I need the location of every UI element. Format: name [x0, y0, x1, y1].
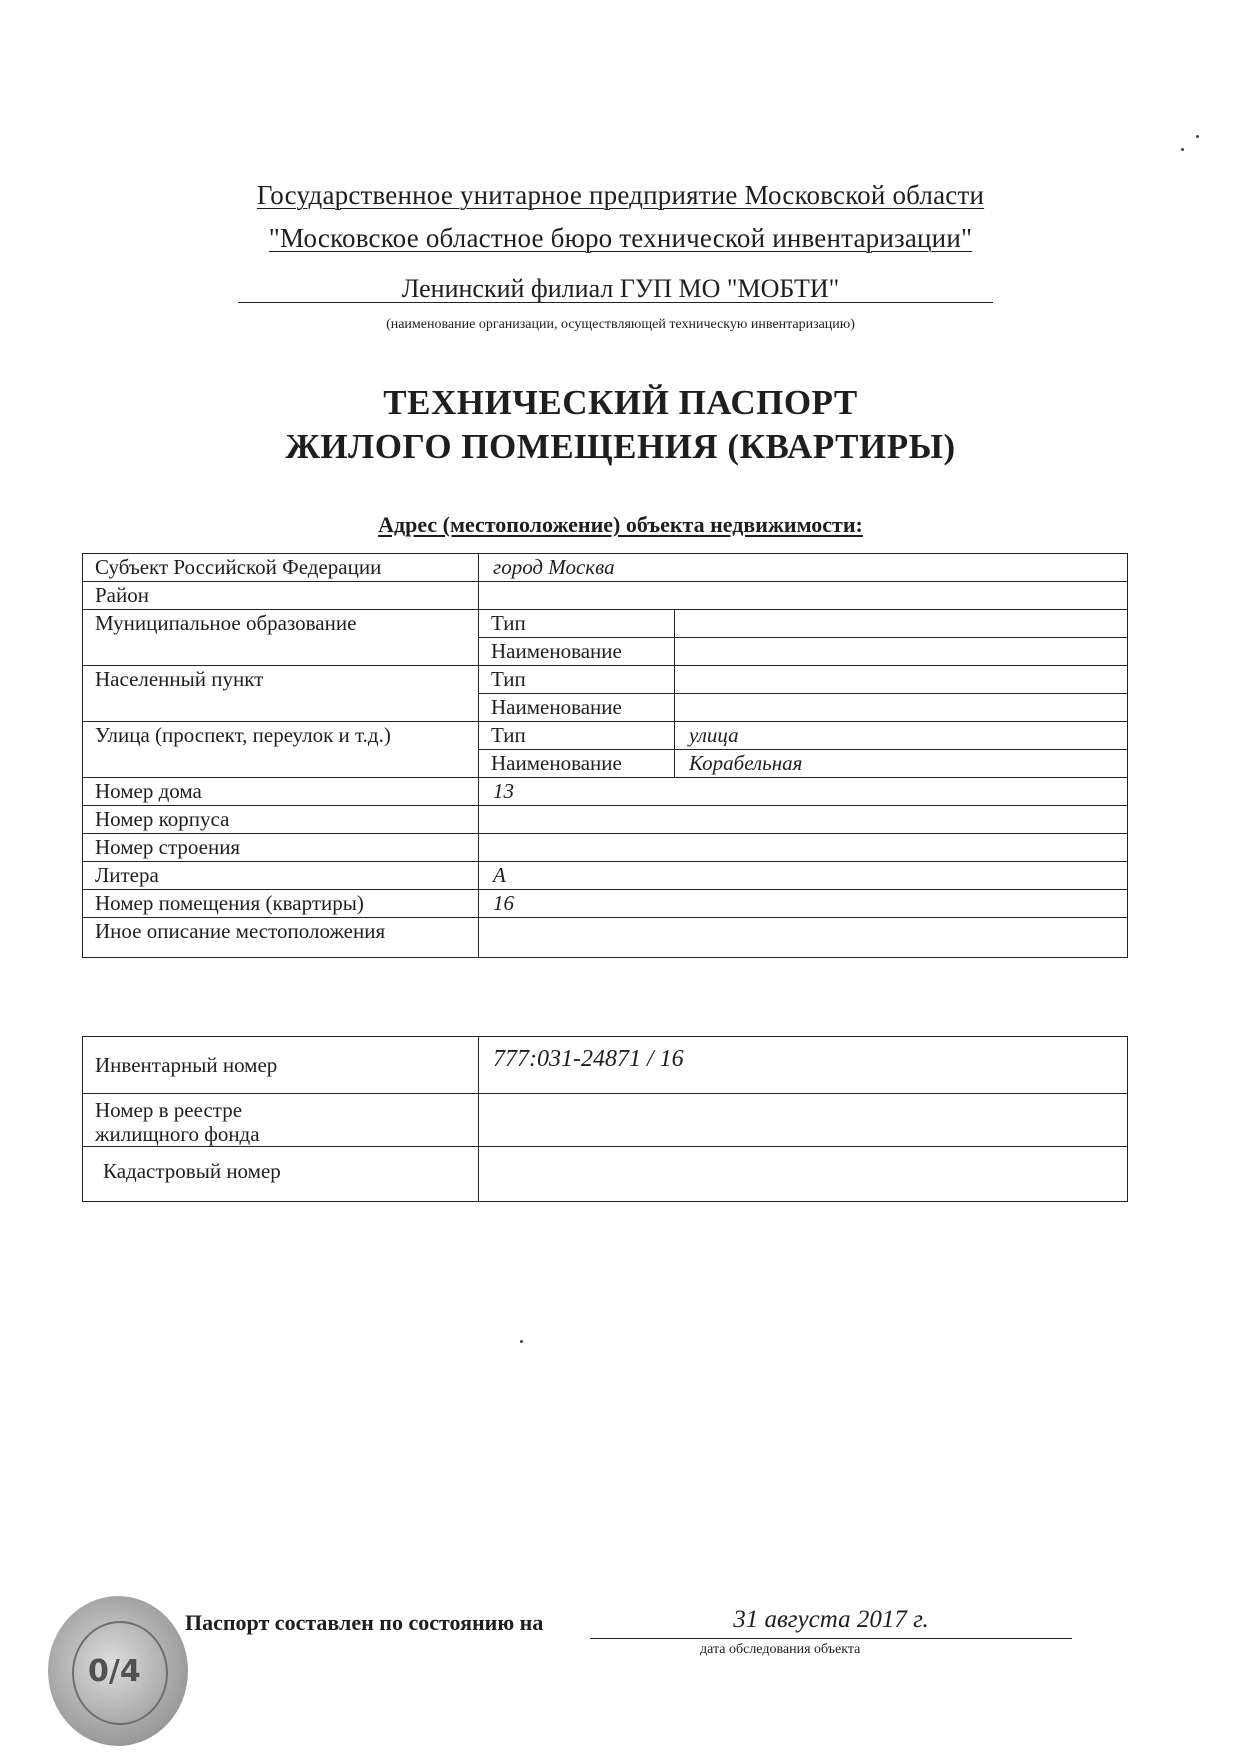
scan-speck: [520, 1340, 523, 1343]
other-location-label: Иное описание местоположения: [83, 918, 479, 958]
inventory-label: Инвентарный номер: [83, 1037, 479, 1094]
building-value: [479, 806, 1128, 834]
municipal-type-value: [675, 610, 1128, 638]
registry-table: [82, 1036, 1128, 1202]
seal-stamp: [48, 1596, 188, 1746]
table-row: [83, 806, 1128, 834]
house-value: 13: [479, 778, 1128, 806]
scan-speck: [1196, 135, 1199, 138]
table-row: [83, 890, 1128, 918]
table-row: [83, 1094, 1128, 1147]
document-title-line2: ЖИЛОГО ПОМЕЩЕНИЯ (КВАРТИРЫ): [285, 427, 956, 466]
district-label: Район: [83, 582, 479, 610]
table-row: [83, 834, 1128, 862]
district-value: [479, 582, 1128, 610]
litera-value: А: [479, 862, 1128, 890]
street-type-value: улица: [675, 722, 1128, 750]
settlement-type-label: Тип: [479, 666, 675, 694]
registry-label-line2: жилищного фонда: [95, 1122, 260, 1146]
settlement-name-label: Наименование: [479, 694, 675, 722]
survey-date-caption: дата обследования объекта: [700, 1642, 861, 1657]
municipal-name-label: Наименование: [479, 638, 675, 666]
registry-label-line1: Номер в реестре: [95, 1098, 243, 1122]
settlement-name-value: [675, 694, 1128, 722]
subject-label: Субъект Российской Федерации: [83, 554, 479, 582]
scan-speck: [1181, 148, 1184, 151]
apartment-label: Номер помещения (квартиры): [83, 890, 479, 918]
survey-date: 31 августа 2017 г.: [733, 1606, 929, 1633]
document-title-line1: ТЕХНИЧЕСКИЙ ПАСПОРТ: [383, 383, 858, 422]
table-row: [83, 778, 1128, 806]
apartment-value: 16: [479, 890, 1128, 918]
settlement-label: Населенный пункт: [83, 666, 479, 722]
table-row: [83, 582, 1128, 610]
cadastral-value: [479, 1147, 1128, 1202]
other-location-value: [479, 918, 1128, 958]
municipal-type-label: Тип: [479, 610, 675, 638]
street-name-label: Наименование: [479, 750, 675, 778]
inventory-value: 777:031-24871 / 16: [479, 1037, 1128, 1094]
municipal-name-value: [675, 638, 1128, 666]
branch-underline: [238, 302, 993, 303]
litera-label: Литера: [83, 862, 479, 890]
registry-number-label: [83, 1094, 479, 1147]
table-row: [83, 722, 1128, 750]
street-type-label: Тип: [479, 722, 675, 750]
table-row: [83, 862, 1128, 890]
branch-caption: (наименование организации, осуществляющей техническую инвентаризацию): [386, 317, 855, 332]
municipal-label: Муниципальное образование: [83, 610, 479, 666]
table-row: [83, 918, 1128, 958]
subject-value: город Москва: [479, 554, 1128, 582]
street-name-value: Корабельная: [675, 750, 1128, 778]
building-label: Номер корпуса: [83, 806, 479, 834]
settlement-type-value: [675, 666, 1128, 694]
table-row: [83, 1147, 1128, 1202]
footer-label: Паспорт составлен по состоянию на: [185, 1610, 544, 1635]
table-row: [83, 554, 1128, 582]
table-row: [83, 666, 1128, 694]
branch-name: Ленинский филиал ГУП МО "МОБТИ": [401, 274, 840, 303]
street-label: Улица (проспект, переулок и т.д.): [83, 722, 479, 778]
survey-date-underline: [590, 1638, 1072, 1639]
address-heading: Адрес (местоположение) объекта недвижимости:: [378, 512, 863, 537]
org-name-line2: "Московское областное бюро технической инвентаризации": [268, 223, 973, 253]
registry-number-value: [479, 1094, 1128, 1147]
table-row: [83, 610, 1128, 638]
structure-label: Номер строения: [83, 834, 479, 862]
house-label: Номер дома: [83, 778, 479, 806]
cadastral-label: Кадастровый номер: [83, 1147, 479, 1202]
seal-text: 0/4: [88, 1654, 141, 1689]
table-row: [83, 1037, 1128, 1094]
address-table: [82, 553, 1128, 958]
org-name-line1: Государственное унитарное предприятие Московской области: [256, 180, 985, 210]
structure-value: [479, 834, 1128, 862]
